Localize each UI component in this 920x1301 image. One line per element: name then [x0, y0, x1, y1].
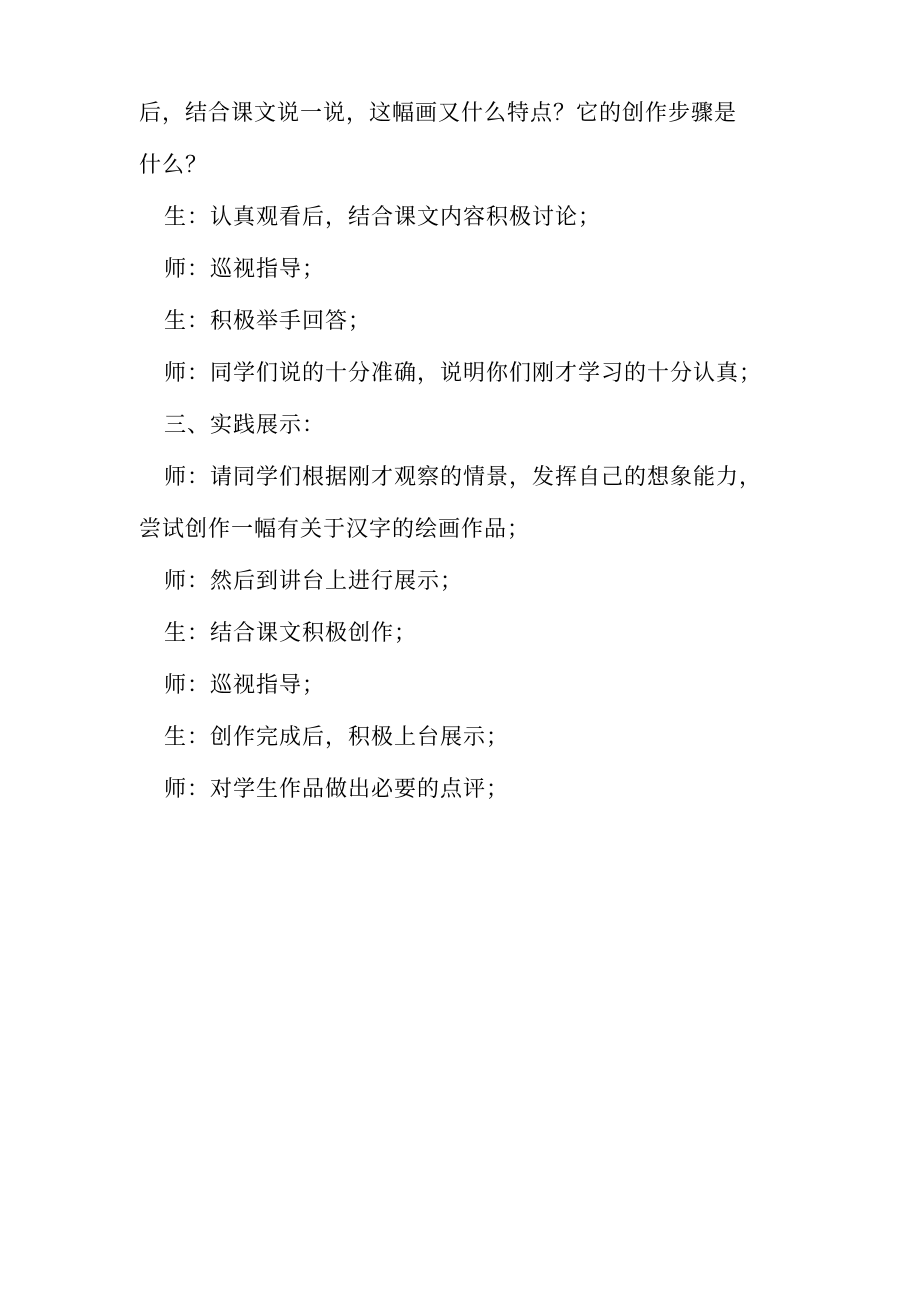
dialogue-line-student: 生：积极举手回答；	[164, 309, 372, 334]
dialogue-line-teacher: 师：巡视指导；	[164, 673, 326, 698]
dialogue-line-teacher: 师：然后到讲台上进行展示；	[164, 569, 464, 594]
document-body	[139, 92, 779, 820]
paragraph-line: 后，结合课文说一说，这幅画又什么特点？它的创作步骤是	[139, 101, 738, 126]
dialogue-line-student: 生：认真观看后，结合课文内容积极讨论；	[164, 205, 602, 230]
section-heading: 三、实践展示：	[164, 413, 326, 438]
dialogue-line-student: 生：结合课文积极创作；	[164, 621, 418, 646]
dialogue-line-teacher: 师：对学生作品做出必要的点评；	[164, 777, 510, 802]
dialogue-line-student: 生：创作完成后，积极上台展示；	[164, 725, 510, 750]
dialogue-line-teacher: 师：请同学们根据刚才观察的情景，发挥自己的想象能力，	[164, 465, 763, 490]
paragraph-line: 尝试创作一幅有关于汉字的绘画作品；	[139, 517, 531, 542]
dialogue-line-teacher: 师：同学们说的十分准确，说明你们刚才学习的十分认真；	[164, 361, 763, 386]
paragraph-line: 什么？	[139, 153, 209, 178]
dialogue-line-teacher: 师：巡视指导；	[164, 257, 326, 282]
